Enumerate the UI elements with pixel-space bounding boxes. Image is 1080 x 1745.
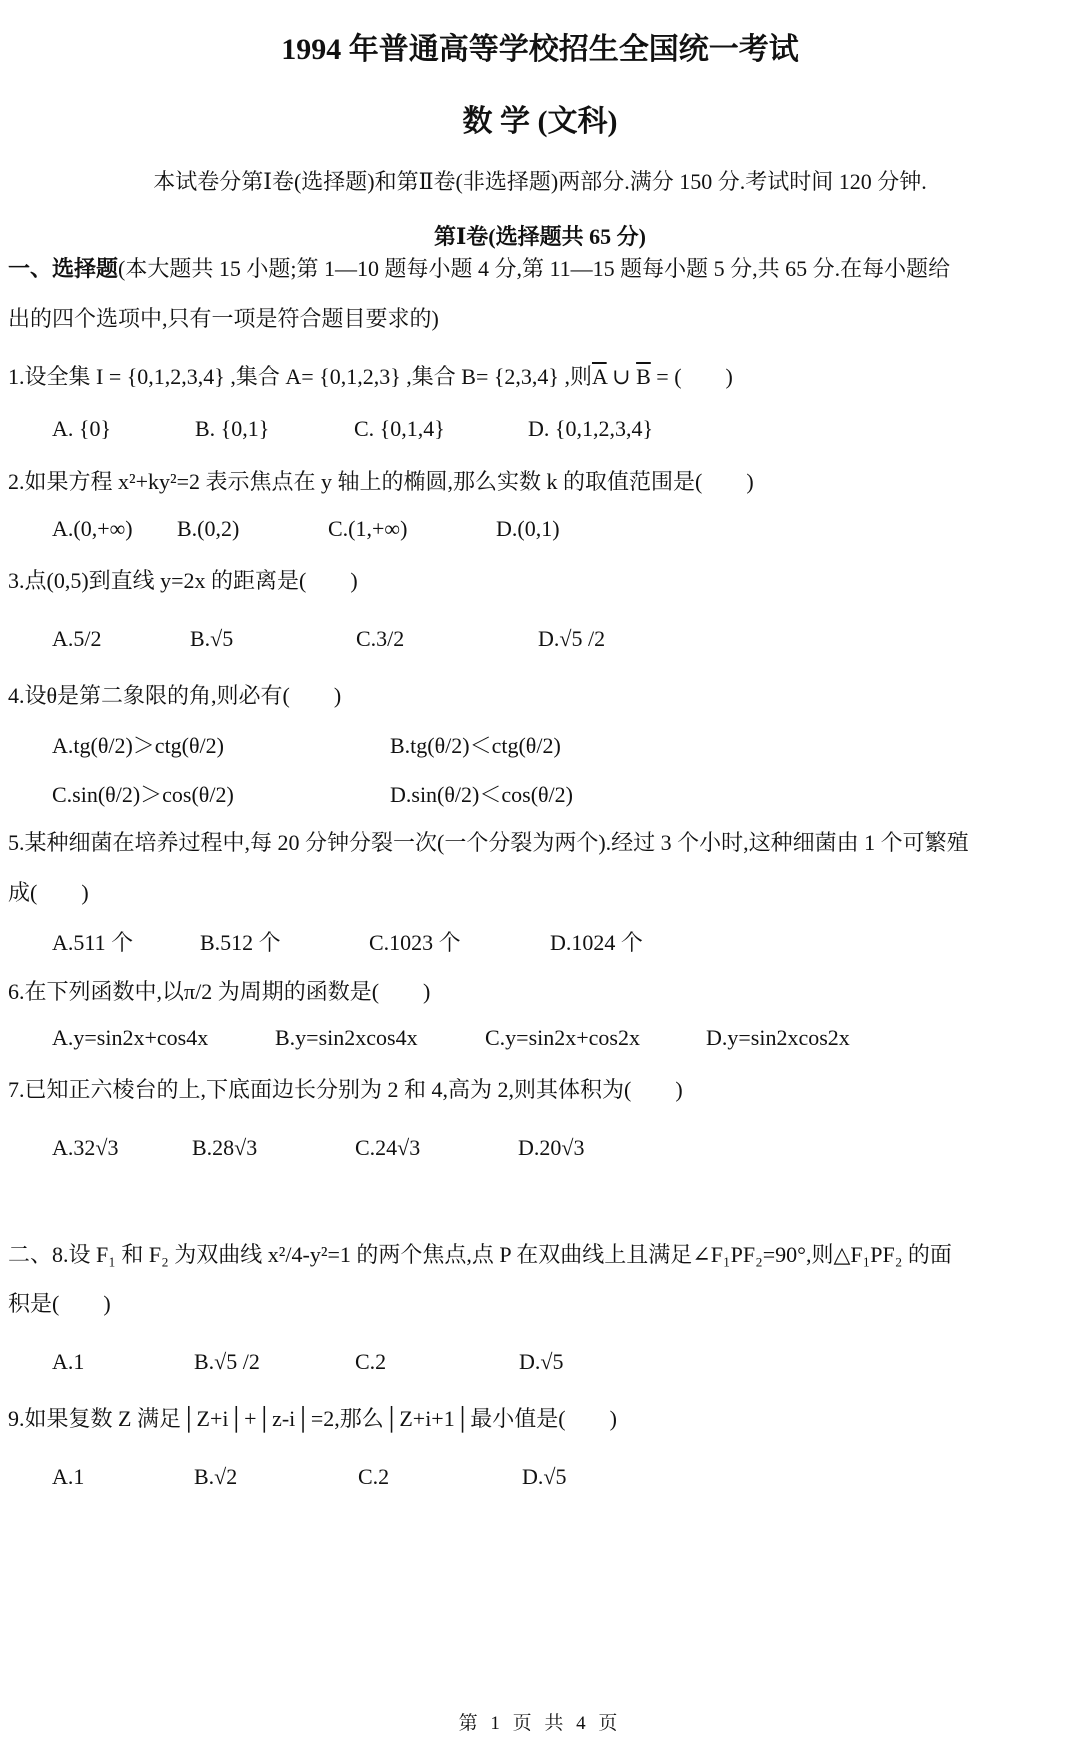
q4-option-b: B.tg(θ/2)＜ctg(θ/2) <box>390 733 561 758</box>
q8-option-d: D.√5 <box>519 1349 564 1374</box>
q7-option-c: C.24√3 <box>355 1135 421 1160</box>
question-3-stem: 3.点(0,5)到直线 y=2x 的距离是( ) <box>8 568 358 593</box>
question-2-stem: 2.如果方程 x²+ky²=2 表示焦点在 y 轴上的椭圆,那么实数 k 的取值范围是( ) <box>8 469 754 494</box>
q9-option-c: C.2 <box>358 1464 390 1489</box>
q3-option-d: D.√5 /2 <box>538 626 606 651</box>
q1-option-b: B. {0,1} <box>195 416 270 441</box>
q4-option-a: A.tg(θ/2)＞ctg(θ/2) <box>52 733 224 758</box>
q9-option-d: D.√5 <box>522 1464 567 1489</box>
q7-option-a: A.32√3 <box>52 1135 119 1160</box>
section-heading: 第Ⅰ卷(选择题共 65 分) <box>434 224 646 249</box>
q1-option-a: A. {0} <box>52 416 112 441</box>
part1-heading-text: (本大题共 15 小题;第 1—10 题每小题 4 分,第 11—15 题每小题 5 分,共 65 分.在每小题给 <box>118 256 951 281</box>
part1-heading <box>8 252 950 283</box>
q8-option-b: B.√5 /2 <box>194 1349 260 1374</box>
part1-heading-line2: 出的四个选项中,只有一项是符合题目要求的) <box>8 306 439 331</box>
q5-option-d: D.1024 个 <box>550 930 643 955</box>
page-subtitle: 数 学 (文科) <box>462 105 618 138</box>
union-operator: ∪ <box>606 364 637 389</box>
q1-option-d: D. {0,1,2,3,4} <box>528 416 654 441</box>
part1-heading-label: 一、选择题 <box>8 256 119 281</box>
q5-option-a: A.511 个 <box>52 930 134 955</box>
question-7-stem: 7.已知正六棱台的上,下底面边长分别为 2 和 4,高为 2,则其体积为( ) <box>8 1077 683 1102</box>
question-5-stem: 5.某种细菌在培养过程中,每 20 分钟分裂一次(一个分裂为两个).经过 3 个小时,这种细菌由 1 个可繁殖 <box>8 830 969 855</box>
question-9-stem: 9.如果复数 Z 满足│Z+i│+│z-i│=2,那么│Z+i+1│最小值是( ) <box>8 1406 617 1431</box>
q9-option-b: B.√2 <box>194 1464 238 1489</box>
q7-option-b: B.28√3 <box>192 1135 258 1160</box>
question-1-text: 1.设全集 I = {0,1,2,3,4} ,集合 A= {0,1,2,3} ,集合 B= {2,3,4} ,则 <box>8 364 592 389</box>
question-8-stem: 二、8.设 F₁ 和 F₂ 为双曲线 x²/4-y²=1 的两个焦点,点 P 在双曲线上且满足∠F₁PF₂=90°,则△F₁PF₂ 的面 <box>8 1242 952 1267</box>
q4-option-c: C.sin(θ/2)＞cos(θ/2) <box>52 782 234 807</box>
q4-option-d: D.sin(θ/2)＜cos(θ/2) <box>390 782 573 807</box>
question-4-stem: 4.设θ是第二象限的角,则必有( ) <box>8 683 342 708</box>
question-1-end: = ( ) <box>650 364 733 389</box>
question-1-stem <box>8 360 733 391</box>
question-5-stem-line2: 成( ) <box>8 880 89 905</box>
q2-option-d: D.(0,1) <box>496 516 560 541</box>
q6-option-a: A.y=sin2x+cos4x <box>52 1025 209 1050</box>
q3-option-c: C.3/2 <box>356 626 405 651</box>
complement-a: $\overline{A}$ <box>591 364 607 389</box>
page-footer: 第 1 页 共 4 页 <box>458 1713 622 1734</box>
q9-option-a: A.1 <box>52 1464 85 1489</box>
q5-option-b: B.512 个 <box>200 930 281 955</box>
question-6-stem: 6.在下列函数中,以π/2 为周期的函数是( ) <box>8 979 431 1004</box>
question-8-stem-line2: 积是( ) <box>8 1291 111 1316</box>
q3-option-a: A.5/2 <box>52 626 102 651</box>
complement-b: $\overline{B}$ <box>636 364 651 389</box>
q6-option-b: B.y=sin2xcos4x <box>275 1025 418 1050</box>
q1-option-c: C. {0,1,4} <box>354 416 445 441</box>
q7-option-d: D.20√3 <box>518 1135 585 1160</box>
exam-intro: 本试卷分第Ⅰ卷(选择题)和第Ⅱ卷(非选择题)两部分.满分 150 分.考试时间 120 分钟. <box>153 169 927 194</box>
q6-option-c: C.y=sin2x+cos2x <box>485 1025 640 1050</box>
q6-option-d: D.y=sin2xcos2x <box>706 1025 850 1050</box>
q2-option-b: B.(0,2) <box>177 516 240 541</box>
q2-option-c: C.(1,+∞) <box>328 516 408 541</box>
q8-option-c: C.2 <box>355 1349 387 1374</box>
q5-option-c: C.1023 个 <box>369 930 461 955</box>
q3-option-b: B.√5 <box>190 626 234 651</box>
q2-option-a: A.(0,+∞) <box>52 516 133 541</box>
page-title: 1994 年普通高等学校招生全国统一考试 <box>281 33 799 66</box>
q8-option-a: A.1 <box>52 1349 85 1374</box>
